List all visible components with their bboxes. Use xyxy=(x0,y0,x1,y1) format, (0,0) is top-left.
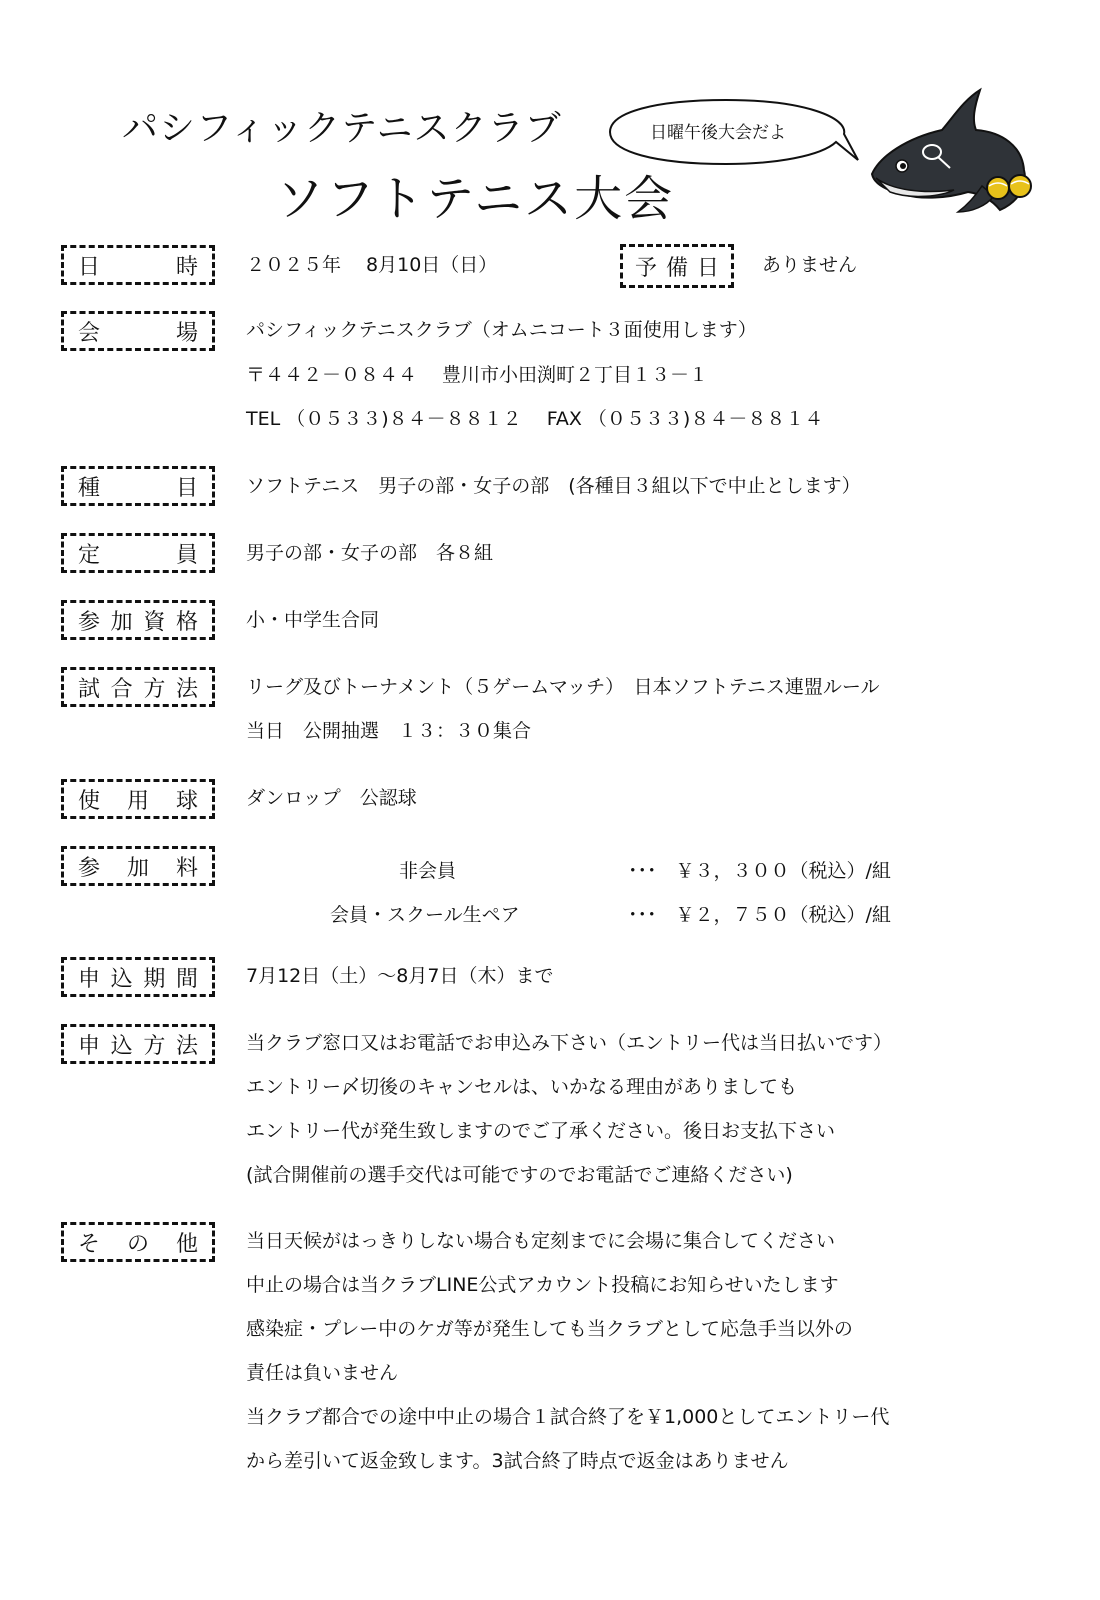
label-capacity: 定 員 xyxy=(61,533,215,573)
label-format: 試 合 方 法 xyxy=(61,667,215,707)
speech-bubble xyxy=(606,96,866,170)
venue-line: パシフィックテニスクラブ（オムニコート３面使用します） xyxy=(246,319,757,341)
label-venue: 会 場 xyxy=(61,311,215,351)
other-line: 感染症・プレー中のケガ等が発生しても当クラブとして応急手当以外の xyxy=(246,1318,853,1340)
ball-value: ダンロップ 公認球 xyxy=(246,787,417,809)
venue-line: 〒４４２－０８４４ 豊川市小田渕町２丁目１３－１ xyxy=(246,364,709,386)
eligibility-value: 小・中学生合同 xyxy=(246,609,380,631)
application-method-line: エントリー〆切後のキャンセルは、いかなる理由がありましても xyxy=(246,1076,798,1098)
label-other: そ の 他 xyxy=(61,1222,215,1262)
fee-name: 会員・スクール生ペア xyxy=(330,904,520,926)
bubble-text: 日曜午後大会だよ xyxy=(650,123,786,143)
datetime-value: ２０２５年 8月10日（日） xyxy=(246,254,498,276)
dolphin-mascot-icon xyxy=(862,86,1062,226)
other-line: 中止の場合は当クラブLINE公式アカウント投稿にお知らせいたします xyxy=(246,1274,839,1296)
organization-name: パシフィックテニスクラブ xyxy=(122,108,562,149)
label-application-method: 申 込 方 法 xyxy=(61,1024,215,1064)
category-value: ソフトテニス 男子の部・女子の部 (各種目３組以下で中止とします） xyxy=(246,475,861,497)
other-line: 当日天候がはっきりしない場合も定刻までに会場に集合してください xyxy=(246,1230,836,1252)
other-line: 当クラブ都合での途中中止の場合１試合終了を￥1,000としてエントリー代 xyxy=(246,1406,890,1428)
label-category: 種 目 xyxy=(61,466,215,506)
fee-name: 非会員 xyxy=(399,860,457,882)
application-method-line: (試合開催前の選手交代は可能ですのでお電話でご連絡ください) xyxy=(246,1164,793,1186)
label-fee: 参 加 料 xyxy=(61,846,215,886)
format-line: リーグ及びトーナメント（５ゲームマッチ） 日本ソフトテニス連盟ルール xyxy=(246,676,880,698)
label-ball: 使 用 球 xyxy=(61,779,215,819)
reserve-day-value: ありません xyxy=(762,254,858,276)
application-period-value: 7月12日（土）～8月7日（木）まで xyxy=(246,965,554,987)
format-line: 当日 公開抽選 １３：３０集合 xyxy=(246,720,532,742)
label-datetime: 日 時 xyxy=(61,245,215,285)
fee-price: ･･･ ￥３，３００（税込）/組 xyxy=(628,860,891,882)
other-line: から差引いて返金致します。3試合終了時点で返金はありません xyxy=(246,1450,789,1472)
other-line: 責任は負いません xyxy=(246,1362,399,1384)
fee-price: ･･･ ￥２，７５０（税込）/組 xyxy=(628,904,891,926)
label-reserve-day: 予 備 日 xyxy=(620,244,734,288)
event-title: ソフトテニス大会 xyxy=(276,171,675,227)
label-application-period: 申 込 期 間 xyxy=(61,957,215,997)
application-method-line: エントリー代が発生致しますのでご了承ください。後日お支払下さい xyxy=(246,1120,836,1142)
label-eligibility: 参 加 資 格 xyxy=(61,600,215,640)
application-method-line: 当クラブ窓口又はお電話でお申込み下さい（エントリー代は当日払いです） xyxy=(246,1032,893,1054)
venue-line: TEL （０５３３)８４－８８１２ FAX （０５３３)８４－８８１４ xyxy=(246,408,824,430)
capacity-value: 男子の部・女子の部 各８組 xyxy=(246,542,494,564)
